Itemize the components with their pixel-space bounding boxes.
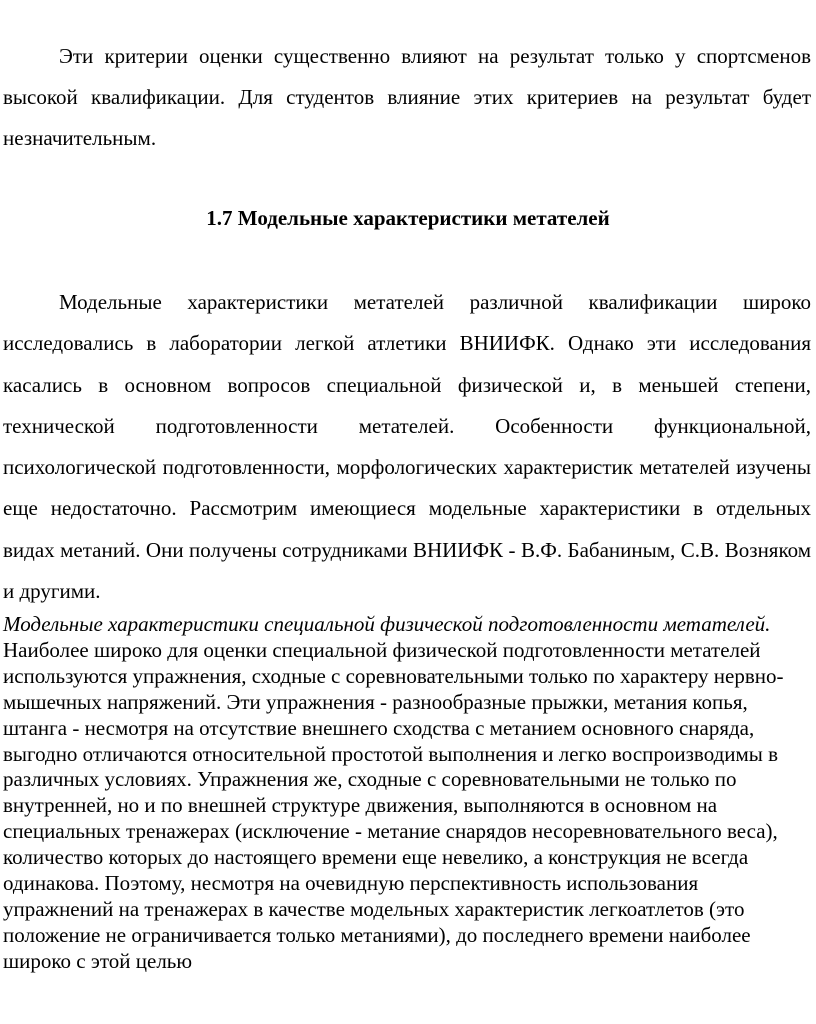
paragraph-special-physical-preparedness <box>3 612 809 975</box>
paragraph-model-characteristics: Модельные характеристики метателей различной квалификации широко исследовались в лаборатории легкой атлетики ВНИИФК. Однако эти исследования касались в основном вопросов специальной физической и, в меньшей степени, технической подготовленности метателей. Особенности функциональной, психологической подготовленности, морфологических характеристик метателей изучены еще недостаточно. Рассмотрим имеющиеся модельные характеристики в отдельных видах метаний. Они получены сотрудниками ВНИИФК - В.Ф. Бабаниным, С.В. Возняком и другими. <box>3 290 811 604</box>
section-heading: 1.7 Модельные характеристики метателей <box>206 206 610 230</box>
italic-lead-phrase: Модельные характеристики специальной физической подготовленности метателей. <box>3 612 771 636</box>
paragraph-body-text: Наиболее широко для оценки специальной физической подготовленности метателей используются упражнения, сходные с соревновательными только по характеру нервно-мышечных напряжений. Эти упражнения - разнообразные прыжки, метания копья, штанга - несмотря на отсутствие внешнего сходства с метанием основного снаряда, выгодно отличаются относительной простотой выполнения и легко воспроизводимы в различных условиях. Упражнения же, сходные с соревновательными не только по внутренней, но и по внешней структуре движения, выполняются в основном на специальных тренажерах (исключение - метание снарядов несоревновательного веса), количество которых до настоящего времени еще невелико, а конструкция не всегда одинакова. Поэтому, несмотря на очевидную перспективность использования упражнений на тренажерах в качестве модельных характеристик легкоатлетов (это положение не ограничивается только метаниями), до последнего времени наиболее широко с этой целью <box>3 637 784 973</box>
paragraph-criteria: Эти критерии оценки существенно влияют на результат только у спортсменов высокой квалификации. Для студентов влияние этих критериев на результат будет незначительным. <box>3 44 811 150</box>
